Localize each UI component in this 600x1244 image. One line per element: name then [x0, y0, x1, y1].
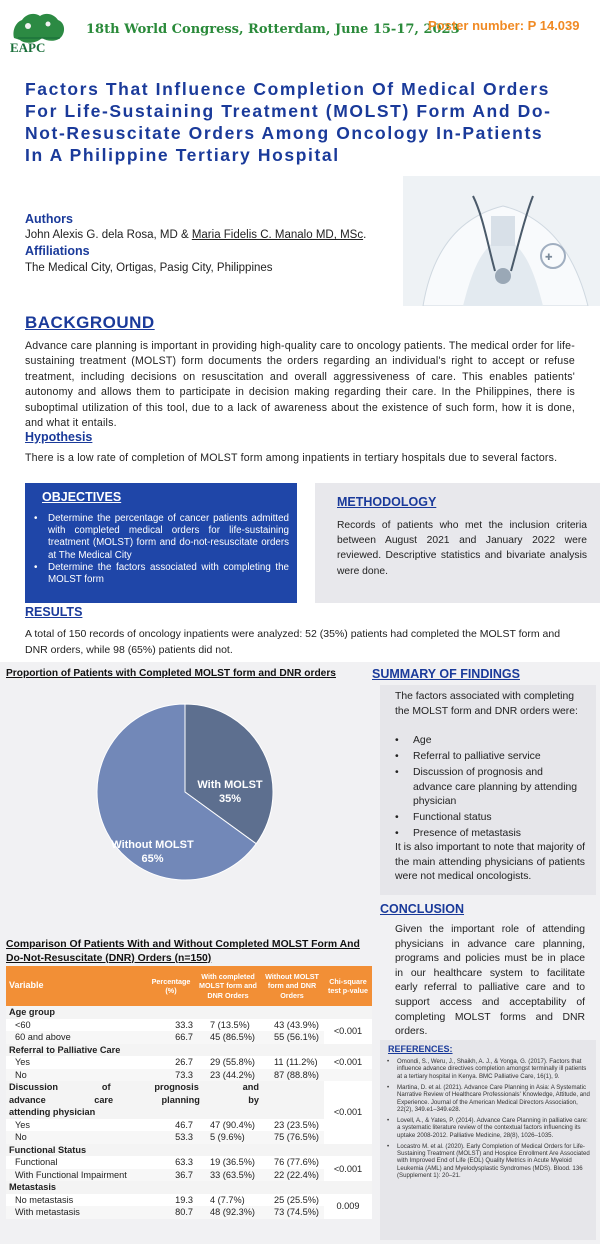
objectives-heading: OBJECTIVES: [42, 490, 122, 504]
poster-number: Poster number: P 14.039: [428, 18, 580, 33]
pie-label-without-molst-value: 65%: [141, 853, 164, 865]
row-p-value: <0.001: [333, 1163, 363, 1174]
background-text: Advance care planning is important in providing high-quality care to oncology patients. The medical order for life-sustaining treatment (MOLST) form documents the orders regarding an individual's right to accept or refuse treatment, including decisions on resuscitation and overall aggressiveness of care. This enables patients' autonomy and allows them to participate in decision making regarding their care. In the Philippines, there is suboptimal utilization of this tool, due to a lack of awareness about the existence of such form, how it is done, and what it entails.: [25, 340, 575, 430]
row-with: 4 (7.7%): [210, 1194, 245, 1205]
table-row: [6, 1056, 372, 1069]
pie-label-with-molst-value: 35%: [218, 793, 242, 805]
row-without: 76 (77.6%): [274, 1157, 319, 1168]
row-p-value: <0.001: [324, 1081, 372, 1144]
group-label: [6, 1081, 324, 1119]
row-with: 23 (44.2%): [196, 1069, 260, 1082]
row-percentage: 46.7: [175, 1119, 193, 1130]
table-row: [6, 1019, 372, 1032]
affiliation-text: The Medical City, Ortigas, Pasig City, Philippines: [25, 262, 273, 274]
authors-heading: Authors: [25, 212, 73, 226]
summary-list: [395, 734, 585, 843]
table-title: Comparison Of Patients With and Without Completed MOLST Form And Do-Not-Resuscitate (DNR) Orders (n=150): [6, 939, 360, 964]
hypothesis-text: There is a low rate of completion of MOLST form among inpatients in tertiary hospitals due to several factors.: [25, 452, 558, 464]
objective-item: • Determine the percentage of cancer patients admitted with completed medical orders for life-sustaining treatment (MOLST) form and do-not-resuscitate orders at The Medical City: [34, 513, 289, 562]
row-with: 29 (55.8%): [210, 1057, 255, 1068]
author-second: Maria Fidelis C. Manalo MD, MSc: [191, 229, 364, 241]
summary-item: • Functional status: [395, 811, 585, 826]
summary-item: • Referral to palliative service: [395, 750, 585, 765]
summary-intro: The factors associated with completing the MOLST form and DNR orders were:: [395, 691, 578, 717]
summary-item: • Presence of metastasis: [395, 827, 585, 842]
chart-title: Proportion of Patients with Completed MOLST form and DNR orders: [6, 668, 336, 679]
row-with: 19 (36.5%): [210, 1157, 255, 1168]
table-header-row: [6, 966, 372, 1006]
svg-text:✚: ✚: [545, 253, 553, 263]
row-without: 25 (25.5%): [274, 1194, 319, 1205]
table-row: [6, 1156, 372, 1169]
background-heading: BACKGROUND: [25, 313, 155, 332]
row-p-value-empty: [324, 1069, 372, 1082]
row-with: 33 (63.5%): [196, 1169, 260, 1182]
group-label-line: attending physician: [9, 1107, 96, 1117]
row-with: 48 (92.3%): [196, 1206, 260, 1219]
table-row: [6, 1119, 372, 1132]
table-row: [6, 1169, 372, 1182]
references-list: [387, 1058, 592, 1183]
row-percentage: 19.3: [175, 1194, 193, 1205]
poster-title: Factors That Influence Completion Of Medical Orders For Life-Sustaining Treatment (MOLST) Form And Do-Not-Resuscitate Orders Among Oncology In-Patients In A Philippine Tertiary Hospital: [25, 79, 552, 165]
row-percentage: 63.3: [175, 1157, 193, 1168]
row-percentage: 73.3: [146, 1069, 196, 1082]
congress-title: 18th World Congress, Rotterdam, June 15-17, 2023: [86, 22, 460, 37]
methodology-text: Records of patients who met the inclusion criteria between August 2021 and January 2022 were reviewed. Descriptive statistics and bivariate analysis were done.: [337, 520, 587, 577]
row-label: No metastasis: [15, 1194, 74, 1205]
doctor-photo: [403, 176, 600, 306]
row-without: 75 (76.5%): [260, 1131, 324, 1144]
row-label: Functional: [15, 1157, 58, 1168]
row-without: 23 (23.5%): [274, 1119, 319, 1130]
results-text: A total of 150 records of oncology inpatients were analyzed: 52 (35%) patients had completed the MOLST form and DNR orders, while 98 (65%) patients did not.: [25, 628, 561, 656]
row-without: 11 (11.2%): [274, 1057, 318, 1068]
authors-names: [25, 229, 366, 241]
pie-label-without-molst-name: Without MOLST: [111, 839, 194, 851]
affiliations-heading: Affiliations: [25, 244, 90, 258]
row-label: No: [6, 1131, 146, 1144]
row-with: 7 (13.5%): [210, 1019, 250, 1030]
row-without: 87 (88.8%): [260, 1069, 324, 1082]
group-label: Metastasis: [6, 1181, 372, 1194]
group-label-line: advance care planning by: [9, 1094, 259, 1105]
group-label-line: Discussion of prognosis and: [9, 1082, 259, 1092]
row-p-value: 0.009: [336, 1201, 360, 1211]
header-variable: Variable: [6, 966, 146, 1006]
row-without: 73 (74.5%): [260, 1206, 324, 1219]
summary-heading: SUMMARY OF FINDINGS: [372, 667, 520, 681]
row-percentage: 26.7: [175, 1057, 193, 1068]
group-label: Functional Status: [6, 1144, 372, 1157]
row-with: 47 (90.4%): [210, 1119, 255, 1130]
table-row: [6, 1031, 372, 1044]
header-with: With completed MOLST form and DNR Orders: [196, 966, 260, 1006]
objective-item: • Determine the factors associated with completing the MOLST form: [34, 562, 289, 586]
conclusion-text: Given the important role of attending physicians in advance care planning, programs and policies must be in place in our healthcare system to facilitate early referral to palliative care and to support access and acceptability of completing MOLST forms and DNR orders.: [395, 924, 585, 1038]
table-row: [6, 1131, 372, 1144]
row-without: 55 (56.1%): [260, 1031, 324, 1044]
references-heading: REFERENCES:: [388, 1044, 453, 1054]
table-group-row: [6, 1081, 372, 1119]
author-first: John Alexis G. dela Rosa, MD &: [25, 229, 192, 241]
row-percentage: 66.7: [146, 1031, 196, 1044]
doctor-illustration-icon: [403, 176, 600, 306]
row-label: <60: [15, 1019, 31, 1030]
author-end: .: [363, 229, 367, 241]
group-label: Age group: [6, 1006, 372, 1019]
row-percentage: 33.3: [175, 1019, 193, 1030]
row-percentage: 53.3: [146, 1131, 196, 1144]
table-group-row: [6, 1006, 372, 1019]
pie-label-with-molst: [190, 778, 270, 806]
reference-item: • Martina, D. et al. (2021). Advance Care Planning in Asia: A Systematic Narrative Review of Healthcare Professionals' Knowledge, Attitude, and Experience. Journal of the American Medical Directors Association, 22(2), 349.e1–349.e28.: [387, 1084, 592, 1114]
table-row: [6, 1069, 372, 1082]
header-chi-square: Chi-square test p-value: [324, 966, 372, 1006]
table-row: [6, 1206, 372, 1219]
hypothesis-heading: Hypothesis: [25, 430, 93, 444]
pie-label-without-molst: [105, 838, 200, 866]
conclusion-heading: CONCLUSION: [380, 902, 465, 916]
table-row: [6, 1194, 372, 1207]
row-percentage: 36.7: [146, 1169, 196, 1182]
pie-label-with-molst-name: With MOLST: [197, 779, 263, 791]
reference-item: • Omondi, S., Weru, J., Shaikh, A. J., & Yonga, G. (2017). Factors that influence advance directives completion amongst terminally ill patients at a tertiary hospital in Kenya. BMC Palliative Care, 16(1), 9.: [387, 1058, 592, 1080]
table-group-row: [6, 1044, 372, 1057]
summary-note: It is also important to note that majority of the main attending physicians of patients were not medical oncologists.: [395, 842, 586, 882]
row-label: With Functional Impairment: [6, 1169, 146, 1182]
results-heading: RESULTS: [25, 605, 83, 619]
row-with: 45 (86.5%): [196, 1031, 260, 1044]
summary-item: • Age: [395, 734, 585, 749]
row-p-value: <0.001: [333, 1026, 363, 1036]
row-label: Yes: [15, 1057, 30, 1068]
row-without: 22 (22.4%): [260, 1169, 324, 1182]
eapc-logo-text: EAPC: [10, 40, 46, 55]
row-label: With metastasis: [6, 1206, 146, 1219]
row-label: 60 and above: [6, 1031, 146, 1044]
reference-item: • Lovell, A., & Yates, P. (2014). Advance Care Planning in palliative care: a systematic literature review of the contextual factors influencing its uptake 2008-2012. Palliative Medicine, 28(8), 1026–1035.: [387, 1117, 592, 1139]
reference-item: • Locastro M. et al. (2020). Early Completion of Medical Orders for Life-Sustaining Treatment (MOLST) and Hospice Enrollment Are Associated with Improved End of Life (EOL) Quality Metrics in Acute Myeloid Leukemia (AML) and Myelodysplastic Syndromes (MDS). Blood. 136 (Supplement 1): 20–21.: [387, 1143, 592, 1180]
group-label: Referral to Palliative Care: [6, 1044, 372, 1057]
row-without: 43 (43.9%): [274, 1019, 319, 1030]
comparison-table: [6, 966, 372, 1219]
row-percentage: 80.7: [146, 1206, 196, 1219]
objectives-list: [34, 513, 289, 586]
row-p-value: <0.001: [333, 1057, 363, 1068]
header-without: Without MOLST form and DNR Orders: [260, 966, 324, 1006]
header-percentage: Percentage (%): [146, 966, 196, 1006]
row-label: Yes: [15, 1119, 30, 1130]
row-with: 5 (9.6%): [196, 1131, 260, 1144]
summary-item: • Discussion of prognosis and advance care planning by attending physician: [395, 766, 585, 810]
row-label: No: [6, 1069, 146, 1082]
methodology-heading: METHODOLOGY: [337, 495, 437, 509]
table-group-row: [6, 1144, 372, 1157]
table-group-row: [6, 1181, 372, 1194]
